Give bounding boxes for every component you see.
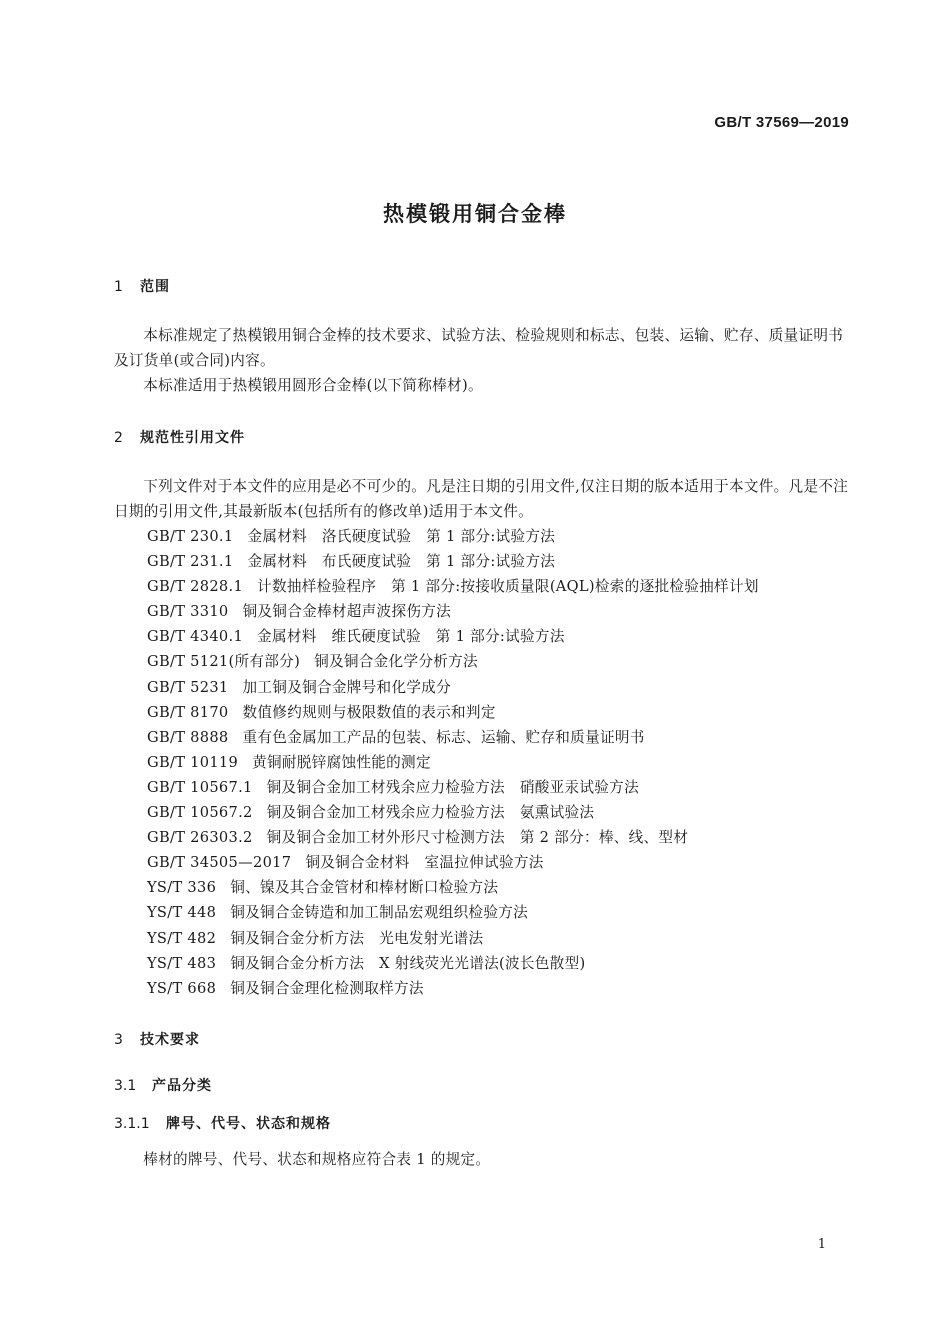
ref-code: GB/T 10119 — [147, 753, 239, 771]
list-item — [147, 951, 759, 976]
subsection-3-1-heading — [114, 1075, 212, 1095]
section-number: 1 — [114, 279, 123, 295]
list-item — [147, 524, 759, 549]
list-item — [147, 800, 759, 825]
ref-code: GB/T 8888 — [147, 728, 229, 746]
list-item — [147, 649, 759, 674]
ref-code: YS/T 483 — [147, 954, 217, 972]
ref-code: GB/T 231.1 — [147, 553, 234, 571]
subsection-title: 产品分类 — [152, 1078, 212, 1094]
ref-code: GB/T 34505—2017 — [147, 854, 292, 872]
ref-code: GB/T 8170 — [147, 703, 229, 721]
section-3-heading — [114, 1029, 200, 1049]
ref-code: GB/T 26303.2 — [147, 829, 253, 847]
ref-name: 计数抽样检验程序 第 1 部分:按接收质量限(AQL)检索的逐批检验抽样计划 — [257, 578, 759, 596]
ref-name: 黄铜耐脱锌腐蚀性能的测定 — [252, 753, 431, 771]
ref-name: 铜及铜合金棒材超声波探伤方法 — [242, 603, 452, 621]
ref-code: GB/T 230.1 — [147, 528, 234, 545]
tech-req-paragraph: 棒材的牌号、代号、状态和规格应符合表 1 的规定。 — [143, 1151, 491, 1168]
section-number: 2 — [114, 430, 123, 446]
list-item — [147, 900, 759, 925]
list-item — [147, 549, 759, 574]
ref-name: 加工铜及铜合金牌号和化学成分 — [242, 678, 452, 696]
ref-name: 铜及铜合金加工材残余应力检验方法 硝酸亚汞试验方法 — [266, 778, 639, 796]
ref-code: GB/T 5121(所有部分) — [147, 653, 301, 671]
list-item — [147, 926, 759, 951]
ref-name: 金属材料 洛氏硬度试验 第 1 部分:试验方法 — [247, 528, 556, 545]
ref-name: 重有色金属加工产品的包装、标志、运输、贮存和质量证明书 — [242, 728, 645, 746]
ref-name: 铜及铜合金材料 室温拉伸试验方法 — [305, 854, 544, 872]
list-item — [147, 574, 759, 599]
ref-name: 铜及铜合金分析方法 X 射线荧光光谱法(波长色散型) — [230, 954, 586, 972]
refs-intro-paragraph: 下列文件对于本文件的应用是必不可少的。凡是注日期的引用文件,仅注日期的版本适用于本文件。凡是不注日期的引用文件,其最新版本(包括所有的修改单)适用于本文件。 — [114, 478, 849, 520]
list-item — [147, 850, 759, 875]
subsection-3-1-1-heading — [114, 1113, 331, 1133]
reference-list — [147, 524, 759, 1001]
ref-code: YS/T 482 — [147, 929, 217, 947]
section-number: 3 — [114, 1032, 123, 1048]
ref-name: 铜及铜合金分析方法 光电发射光谱法 — [230, 929, 484, 947]
section-title: 技术要求 — [140, 1032, 200, 1048]
list-item — [147, 725, 759, 750]
ref-name: 铜及铜合金加工材外形尺寸检测方法 第 2 部分：棒、线、型材 — [266, 829, 689, 847]
list-item — [147, 875, 759, 900]
list-item — [147, 675, 759, 700]
ref-code: YS/T 336 — [147, 879, 217, 897]
list-item — [147, 976, 759, 1001]
list-item — [147, 750, 759, 775]
ref-code: GB/T 2828.1 — [147, 578, 244, 596]
section-title: 规范性引用文件 — [140, 430, 245, 446]
ref-code: GB/T 3310 — [147, 603, 229, 621]
ref-code: GB/T 10567.1 — [147, 778, 253, 796]
ref-code: GB/T 5231 — [147, 678, 229, 696]
ref-code: GB/T 10567.2 — [147, 804, 253, 822]
section-2-heading — [114, 427, 245, 447]
page-number: 1 — [817, 1237, 826, 1252]
ref-name: 金属材料 布氏硬度试验 第 1 部分:试验方法 — [247, 553, 556, 571]
ref-name: 数值修约规则与极限数值的表示和判定 — [242, 703, 496, 721]
ref-code: YS/T 668 — [147, 979, 217, 997]
list-item — [147, 775, 759, 800]
list-item — [147, 624, 759, 649]
ref-name: 铜及铜合金理化检测取样方法 — [230, 979, 424, 997]
ref-name: 金属材料 维氏硬度试验 第 1 部分:试验方法 — [257, 628, 565, 646]
subsection-number: 3.1.1 — [114, 1116, 150, 1132]
subsection-title: 牌号、代号、状态和规格 — [166, 1116, 331, 1132]
section-title: 范围 — [140, 279, 170, 295]
scope-paragraph-1: 本标准规定了热模锻用铜合金棒的技术要求、试验方法、检验规则和标志、包装、运输、贮存、质量证明书及订货单(或合同)内容。 — [114, 327, 844, 369]
ref-name: 铜、镍及其合金管材和棒材断口检验方法 — [230, 879, 499, 897]
list-item — [147, 599, 759, 624]
ref-code: YS/T 448 — [147, 904, 217, 922]
standard-code: GB/T 37569—2019 — [714, 114, 849, 131]
section-1-heading — [114, 276, 170, 296]
list-item — [147, 825, 759, 850]
list-item — [147, 700, 759, 725]
subsection-number: 3.1 — [114, 1078, 137, 1094]
ref-name: 铜及铜合金化学分析方法 — [314, 653, 478, 671]
document-title: 热模锻用铜合金棒 — [383, 202, 567, 226]
ref-code: GB/T 4340.1 — [147, 628, 244, 646]
ref-name: 铜及铜合金加工材残余应力检验方法 氨熏试验法 — [266, 804, 595, 822]
scope-paragraph-2: 本标准适用于热模锻用圆形合金棒(以下简称棒材)。 — [143, 377, 483, 394]
ref-name: 铜及铜合金铸造和加工制品宏观组织检验方法 — [230, 904, 529, 922]
